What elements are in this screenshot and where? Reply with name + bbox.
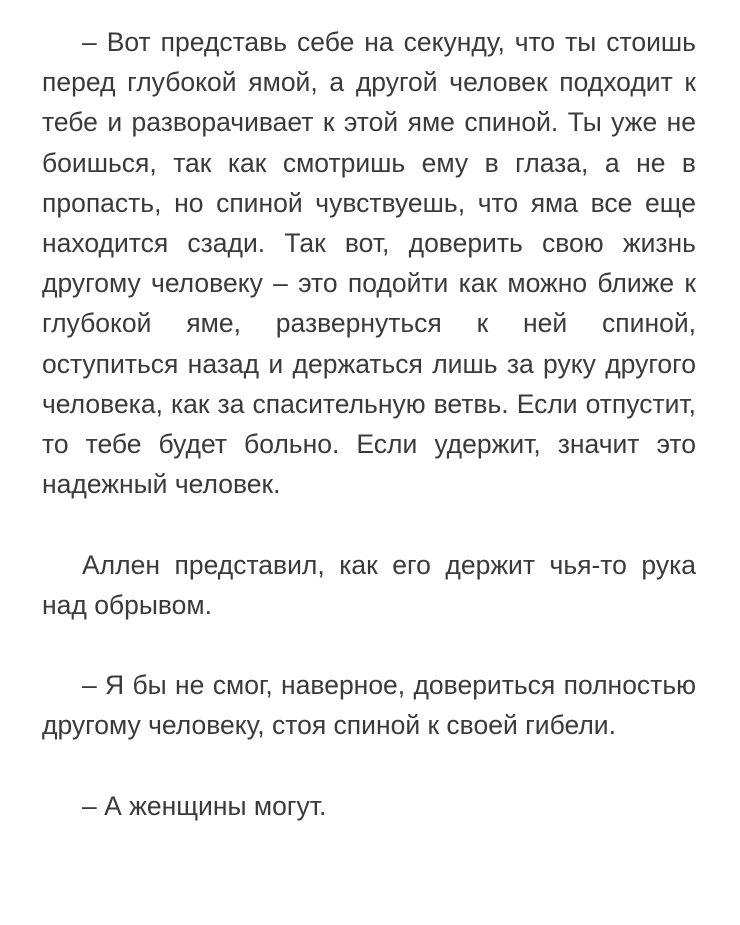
paragraph-narration: Аллен представил, как его держит чья-то рука над обрывом. — [42, 549, 696, 620]
story-text — [42, 22, 696, 826]
paragraph-dialogue-3: – А женщины могут. — [82, 790, 327, 821]
paragraph-dialogue-1: – Вот представь себе на секунду, что ты стоишь перед глубокой ямой, а другой человек подходит к тебе и разворачивает к этой яме спиной. Ты уже не боишься, так как смотришь ему в глаза, а не в пропасть, но спиной чувствуешь, что яма все еще находится сзади. Так вот, доверить свою жизнь другому человеку – это подойти как можно ближе к глубокой яме, развернуться к ней спиной, оступиться назад и держаться лишь за руку другого человека, как за спасительную ветвь. Если отпустит, то тебе будет больно. Если удержит, значит это надежный человек. — [42, 27, 696, 500]
paragraph-dialogue-2: – Я бы не смог, наверное, довериться полностью другому человеку, стоя спиной к своей гибели. — [42, 670, 696, 741]
